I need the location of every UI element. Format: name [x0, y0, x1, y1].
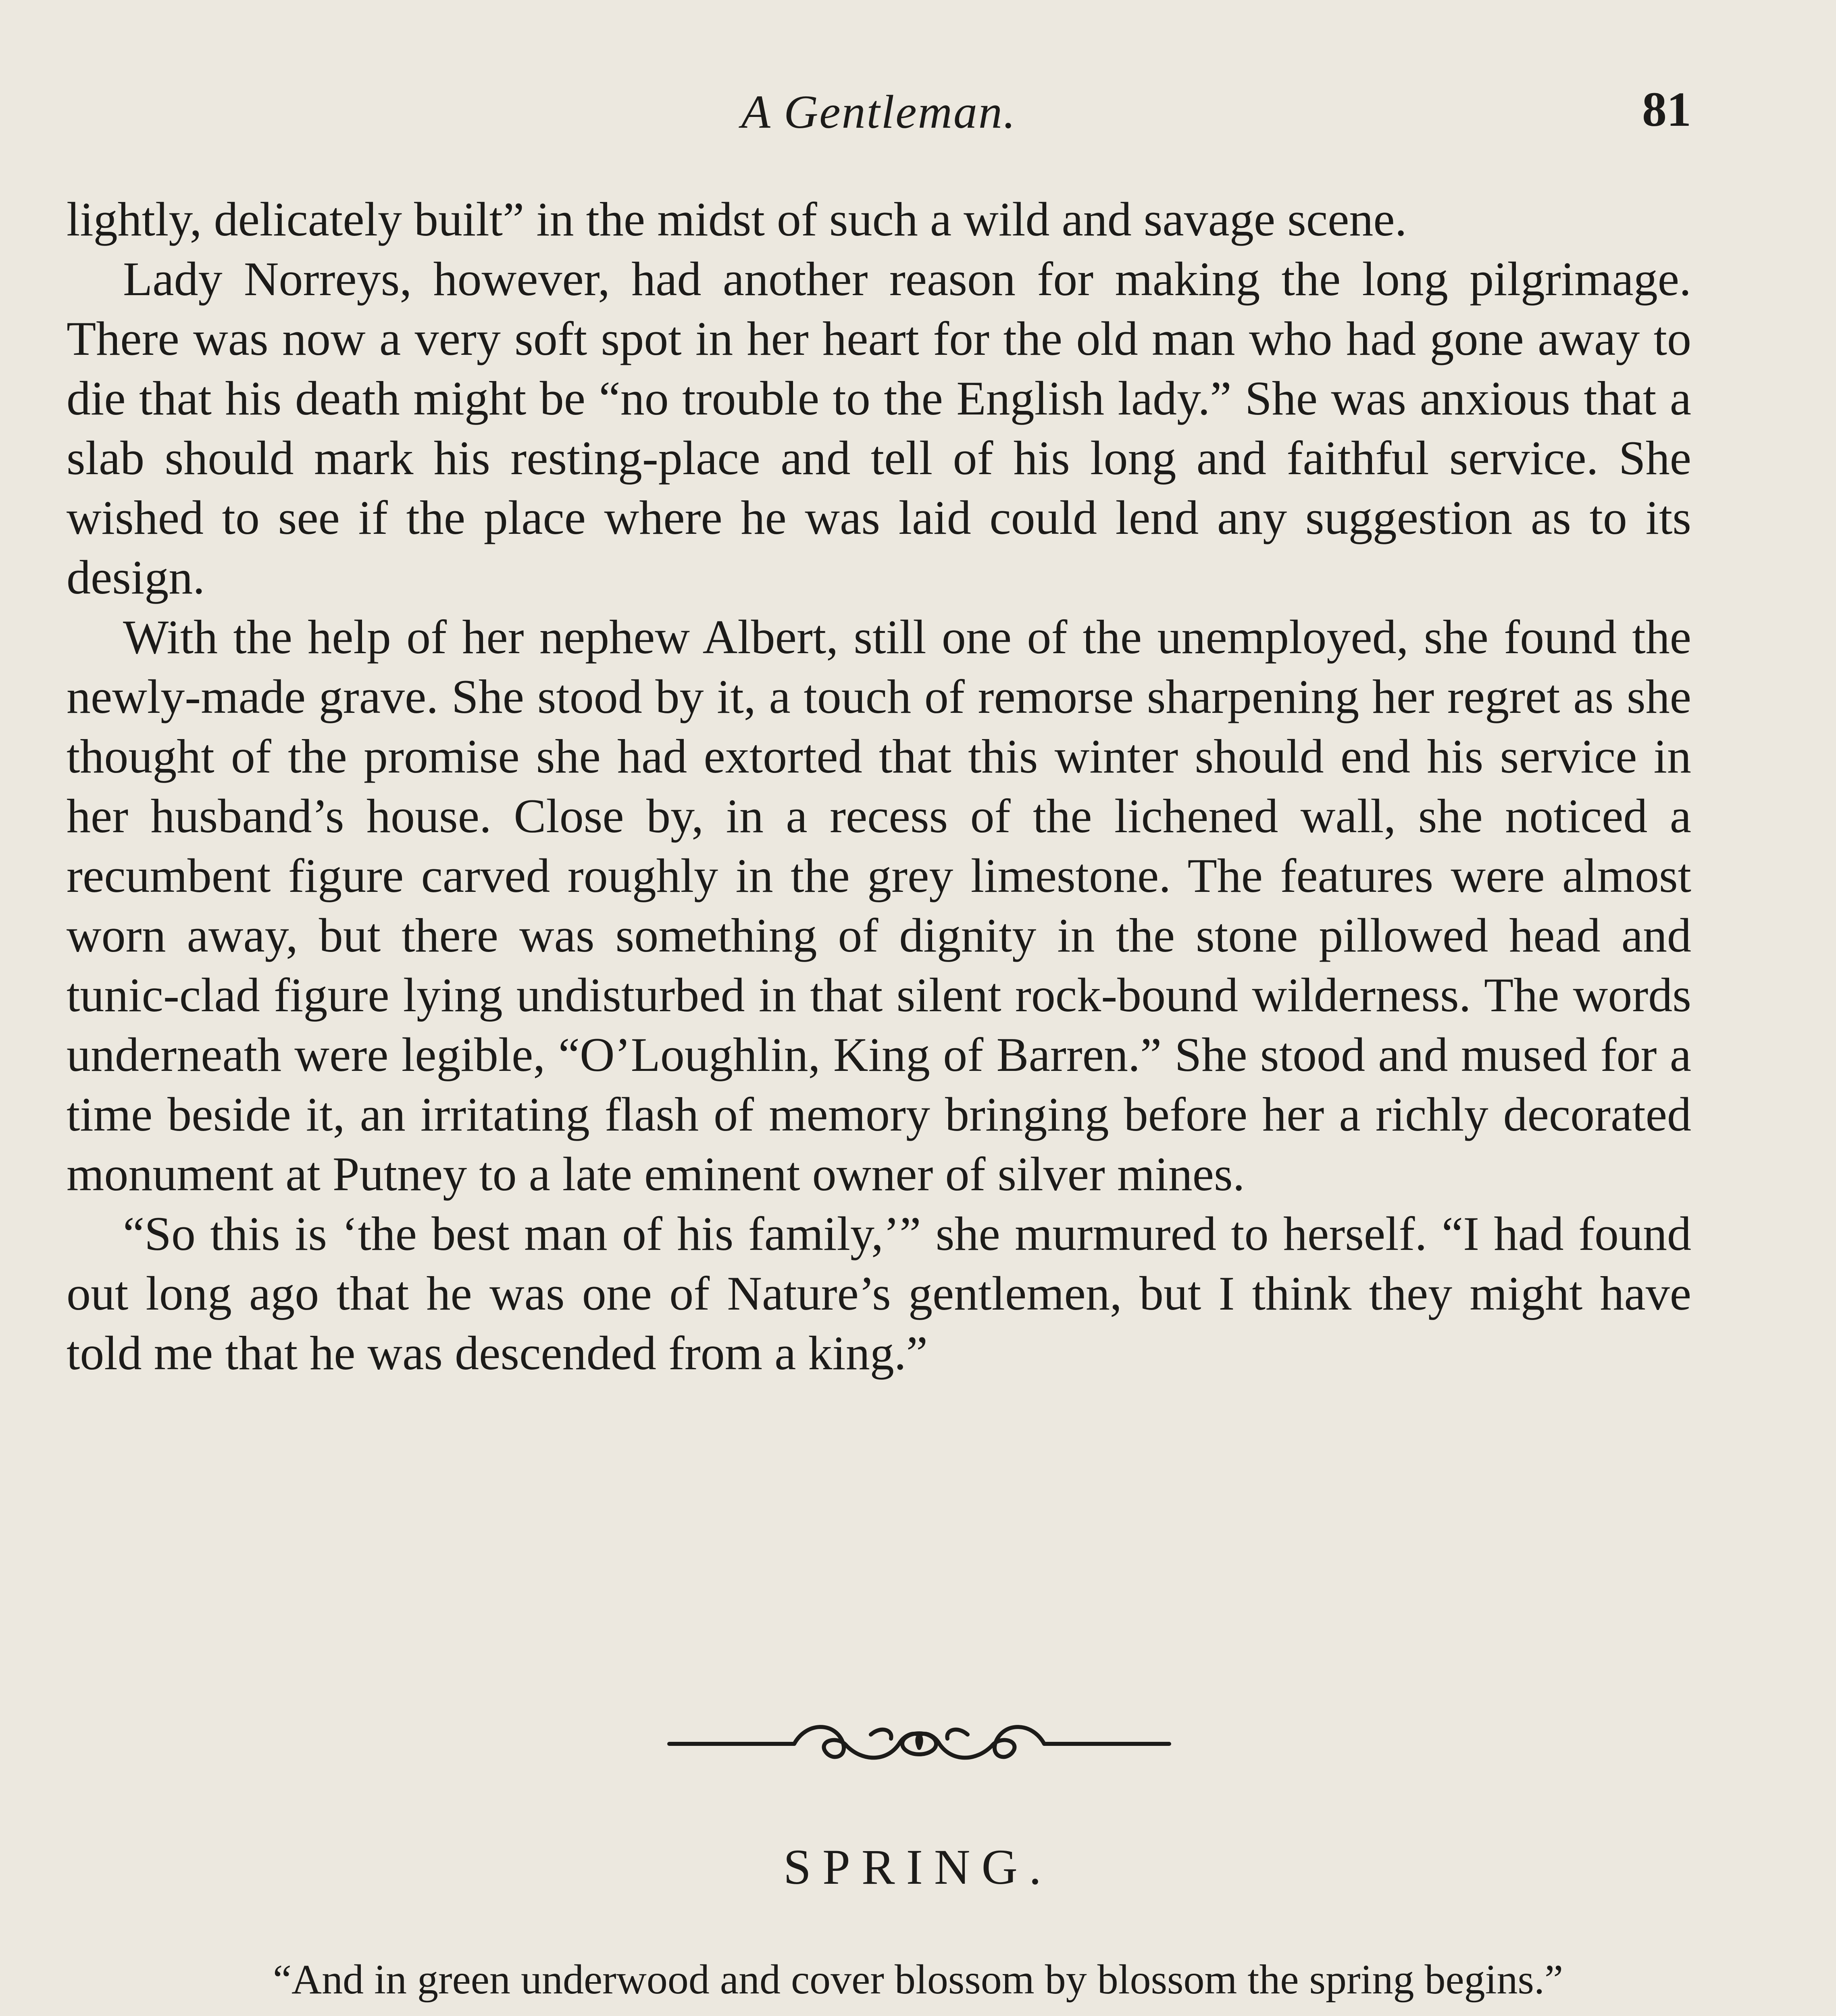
prose-paragraph: lightly, delicately built” in the midst of such a wild and savage scene.	[67, 192, 1407, 246]
page-number: 81	[1642, 82, 1691, 137]
prose-body	[67, 190, 1691, 1383]
prose-paragraph: “So this is ‘the best man of his family,’” she murmured to herself. “I had found out long ago that he was one of Nature’s gentlemen, but I think they might have told me that he was descended from a king.”	[67, 1207, 1691, 1380]
poem-epigraph: “And in green underwood and cover blossom by blossom the spring begins.”	[273, 1956, 1563, 2003]
running-title: A Gentleman.	[741, 85, 1017, 138]
page-header	[67, 69, 1691, 149]
prose-paragraph: Lady Norreys, however, had another reason for making the long pilgrimage. There was now a very soft spot in her heart for the old man who had gone away to die that his death might be “no trouble to the English lady.” She was anxious that a slab should mark his resting-place and tell of his long and faithful service. She wished to see if the place where he was laid could lend any suggestion as to its design.	[67, 252, 1691, 604]
prose-paragraph: With the help of her nephew Albert, still one of the unemployed, she found the newly-made grave. She stood by it, a touch of remorse sharpening her regret as she thought of the promise she had extorted that this winter should end his service in her husband’s house. Close by, in a recess of the lichened wall, she noticed a recumbent figure carved roughly in the grey limestone. The features were almost worn away, but there was something of dignity in the stone pillowed head and tunic-clad figure lying undisturbed in that silent rock-bound wilderness. The words underneath were legible, “O’Loughlin, King of Barren.” She stood and mused for a time beside it, an irritating flash of memory bringing before her a richly decorated monument at Putney to a late eminent owner of silver mines.	[67, 610, 1691, 1201]
section-divider-ornament	[661, 1714, 1177, 1774]
poem-title: SPRING.	[783, 1839, 1053, 1895]
